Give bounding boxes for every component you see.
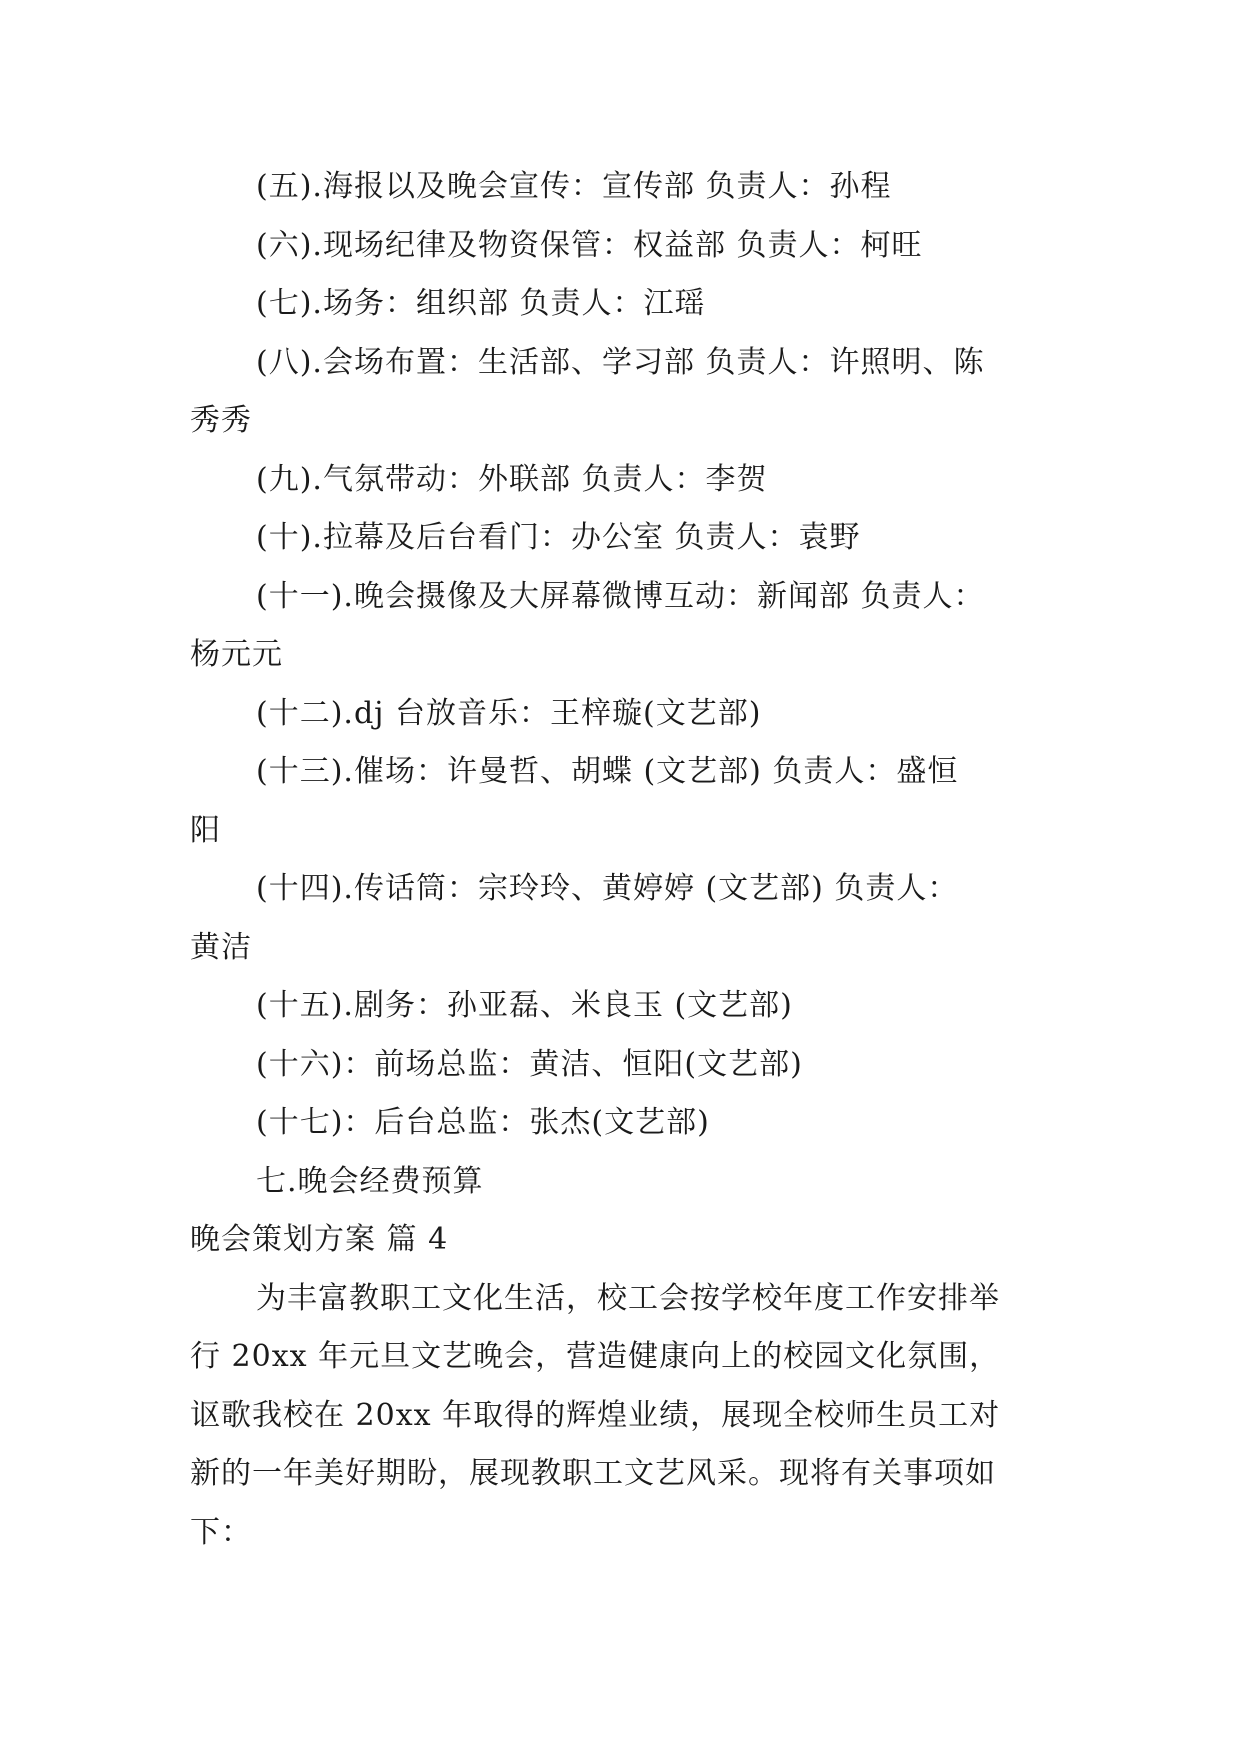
- document-body: [190, 158, 1060, 1562]
- text-line: 黄洁: [190, 929, 252, 965]
- text-line: (九).气氛带动：外联部 负责人：李贺: [256, 461, 768, 497]
- text-line: (八).会场布置：生活部、学习部 负责人：许照明、陈: [256, 344, 985, 380]
- text-line: (十二).dj 台放音乐：王梓璇(文艺部): [256, 695, 762, 731]
- text-line: (六).现场纪律及物资保管：权益部 负责人：柯旺: [256, 227, 923, 263]
- text-line: 秀秀: [190, 403, 252, 438]
- text-line: 行 20xx 年元旦文艺晚会，营造健康向上的校园文化氛围，: [190, 1339, 1001, 1374]
- text-line: (五).海报以及晚会宣传：宣传部 负责人：孙程: [256, 169, 892, 204]
- text-line: 下：: [190, 1514, 252, 1550]
- section-heading: 七.晚会经费预算: [256, 1163, 484, 1199]
- chapter-title: 晚会策划方案 篇 4: [190, 1222, 449, 1257]
- text-line: (十五).剧务：孙亚磊、米良玉 (文艺部): [256, 988, 793, 1023]
- text-line: 新的一年美好期盼，展现教职工文艺风采。现将有关事项如: [190, 1456, 996, 1491]
- text-line: 为丰富教职工文化生活，校工会按学校年度工作安排举: [256, 1280, 1000, 1316]
- text-line: 讴歌我校在 20xx 年取得的辉煌业绩，展现全校师生员工对: [190, 1397, 1001, 1433]
- text-line: (十七)：后台总监：张杰(文艺部): [256, 1105, 710, 1140]
- text-line: (十一).晚会摄像及大屏幕微博互动：新闻部 负责人：: [256, 578, 985, 614]
- text-line: (十六)：前场总监：黄洁、恒阳(文艺部): [256, 1046, 803, 1082]
- text-line: (七).场务：组织部 负责人：江瑶: [256, 286, 706, 321]
- text-line: (十).拉幕及后台看门：办公室 负责人：袁野: [256, 520, 861, 555]
- text-line: (十四).传话筒：宗玲玲、黄婷婷 (文艺部) 负责人：: [256, 871, 959, 906]
- text-line: 杨元元: [190, 637, 283, 672]
- text-line: 阳: [190, 812, 221, 848]
- text-line: (十三).催场：许曼哲、胡蝶 (文艺部) 负责人：盛恒: [256, 754, 959, 789]
